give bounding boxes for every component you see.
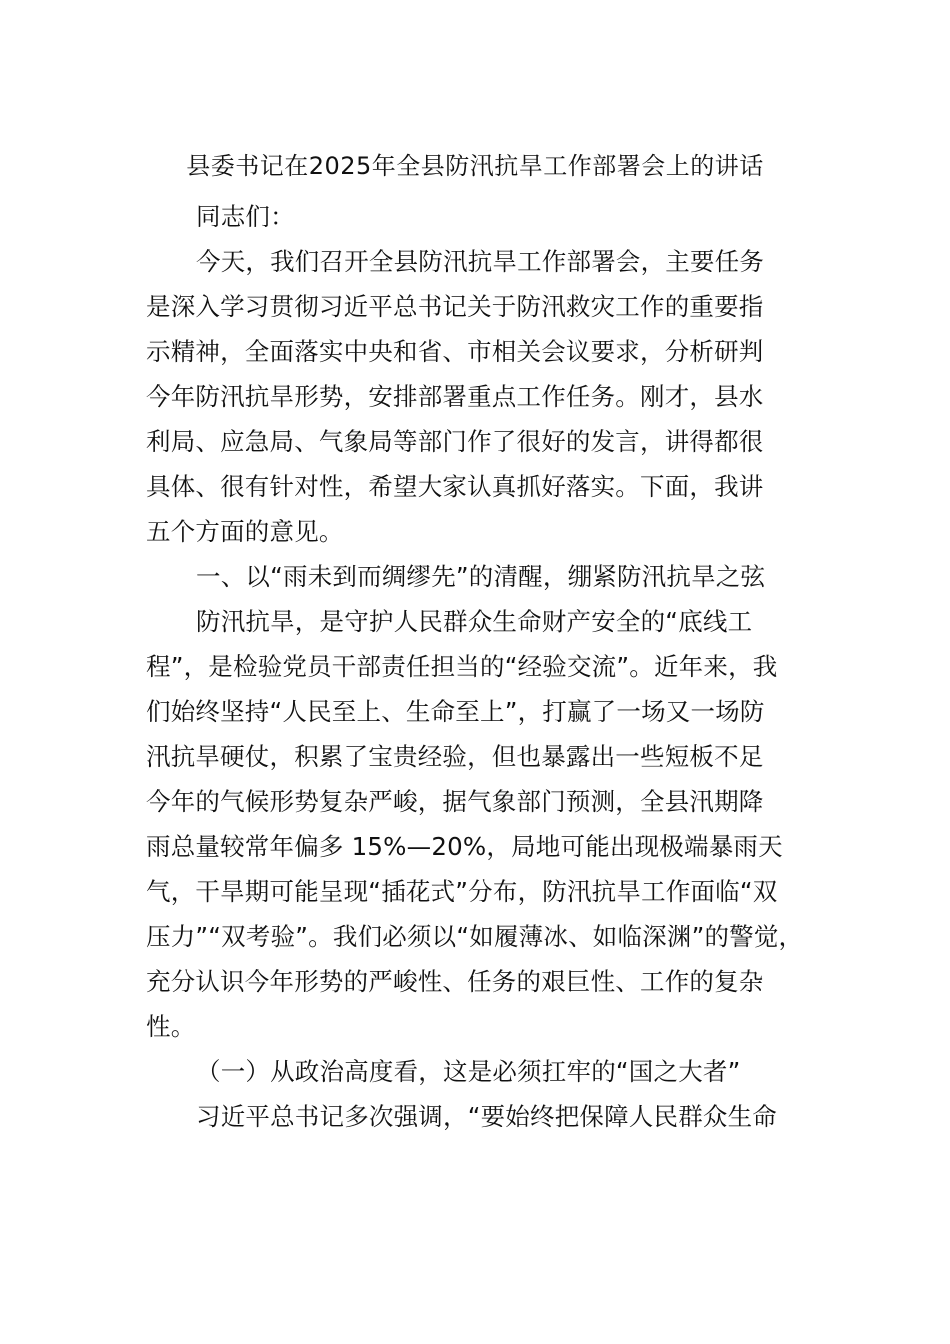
paragraph-line: 示精神，全面落实中央和省、市相关会议要求，分析研判 bbox=[146, 337, 764, 366]
paragraph-line: 利局、应急局、气象局等部门作了很好的发言，讲得都很 bbox=[146, 427, 764, 456]
paragraph-line: 今年的气候形势复杂严峻，据气象部门预测，全县汛期降 bbox=[146, 787, 764, 816]
section-heading: 一、以“雨未到而绸缪先”的清醒，绷紧防汛抗旱之弦 bbox=[196, 562, 766, 591]
paragraph-line: 汛抗旱硬仗，积累了宝贵经验，但也暴露出一些短板不足 bbox=[146, 742, 764, 771]
paragraph-line: 是深入学习贯彻习近平总书记关于防汛救灾工作的重要指 bbox=[146, 292, 764, 321]
document-body bbox=[146, 194, 818, 1139]
paragraph-line: 充分认识今年形势的严峻性、任务的艰巨性、工作的复杂 bbox=[146, 967, 764, 996]
paragraph-line: 压力”“双考验”。我们必须以“如履薄冰、如临深渊”的警觉， bbox=[146, 922, 804, 951]
paragraph-line: 今天，我们召开全县防汛抗旱工作部署会，主要任务 bbox=[196, 247, 765, 276]
paragraph-line: 性。 bbox=[146, 1012, 196, 1041]
paragraph-line: 具体、很有针对性，希望大家认真抓好落实。下面，我讲 bbox=[146, 472, 764, 501]
document-title: 县委书记在2025年全县防汛抗旱工作部署会上的讲话 bbox=[186, 152, 764, 180]
paragraph-line: 习近平总书记多次强调，“要始终把保障人民群众生命 bbox=[196, 1102, 777, 1131]
paragraph-line: 防汛抗旱，是守护人民群众生命财产安全的“底线工 bbox=[196, 607, 753, 636]
paragraph-line: 五个方面的意见。 bbox=[146, 517, 344, 546]
salutation: 同志们： bbox=[196, 202, 295, 231]
paragraph-line: 雨总量较常年偏多 15%—20%，局地可能出现极端暴雨天 bbox=[146, 832, 783, 861]
subsection-heading: （一）从政治高度看，这是必须扛牢的“国之大者” bbox=[196, 1057, 741, 1086]
paragraph-line: 气，干旱期可能呈现“插花式”分布，防汛抗旱工作面临“双 bbox=[146, 877, 778, 906]
paragraph-line: 程”，是检验党员干部责任担当的“经验交流”。近年来，我 bbox=[146, 652, 778, 681]
paragraph-line: 们始终坚持“人民至上、生命至上”，打赢了一场又一场防 bbox=[146, 697, 765, 726]
paragraph-line: 今年防汛抗旱形势，安排部署重点工作任务。刚才，县水 bbox=[146, 382, 764, 411]
